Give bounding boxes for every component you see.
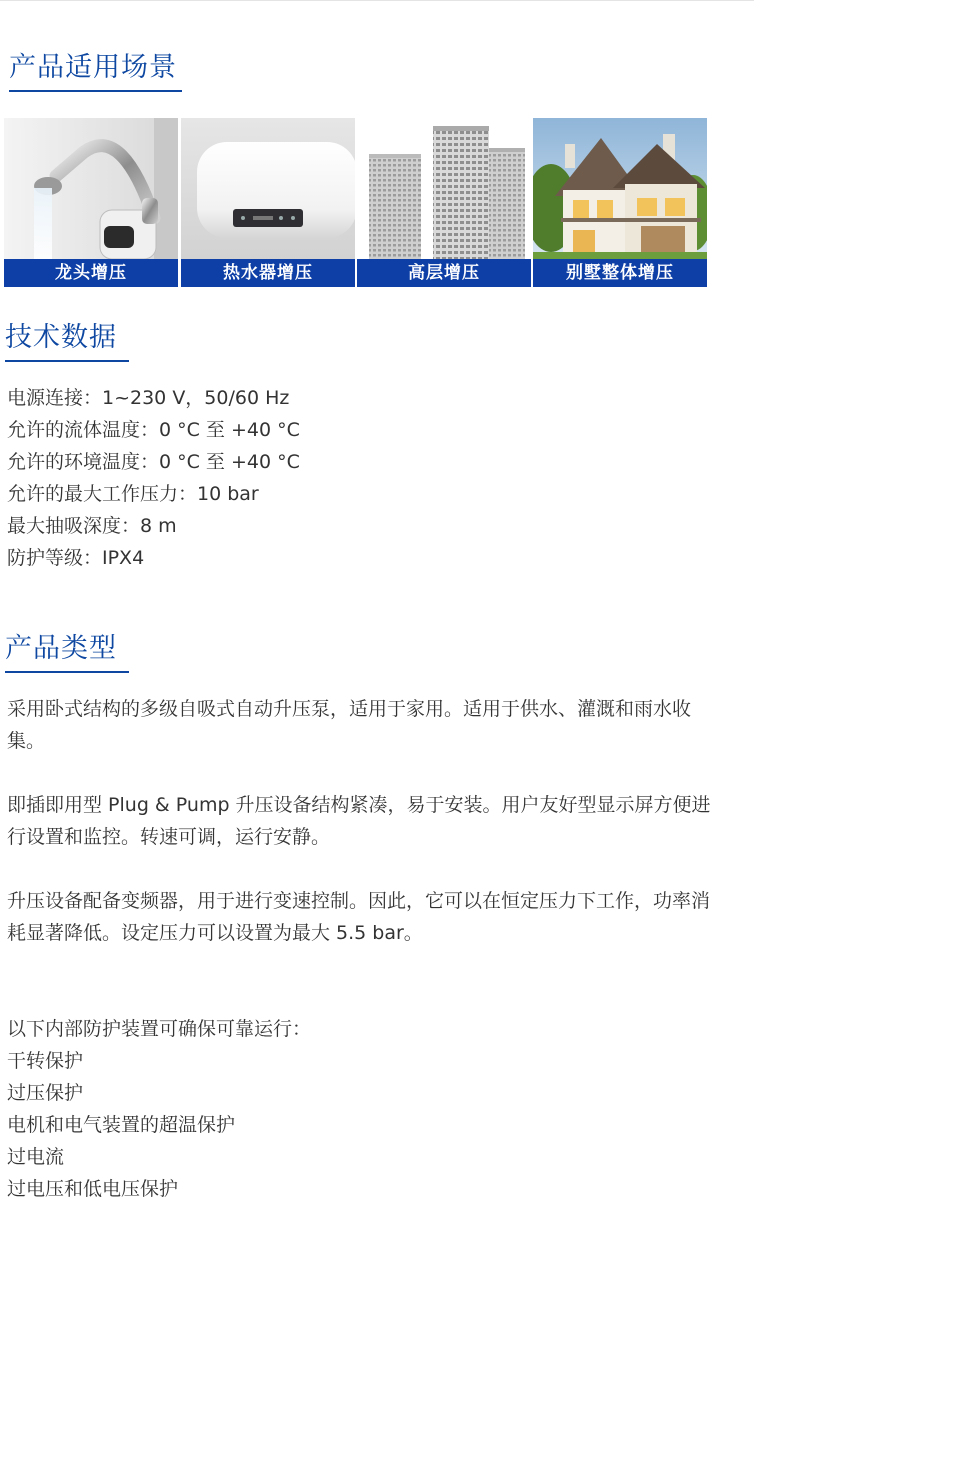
high-rise-photo <box>357 118 531 259</box>
protection-item-voltage: 过电压和低电压保护 <box>7 1178 179 1200</box>
spec-power-supply: 电源连接：1~230 V，50/60 Hz <box>7 387 290 409</box>
protection-item-overpressure: 过压保护 <box>7 1082 84 1104</box>
product-description-inverter: 升压设备配备变频器，用于进行变速控制。因此，它可以在恒定压力下工作，功率消耗显著降低。设定压力可以设置为最大 5.5 bar。 <box>7 890 711 944</box>
protection-intro: 以下内部防护装置可确保可靠运行： <box>7 1018 312 1040</box>
villa-photo <box>533 118 707 259</box>
scenes-title-underline <box>9 90 182 92</box>
scene-label-faucet: 龙头增压 <box>4 259 178 287</box>
spec-protection-class: 防护等级：IPX4 <box>7 547 145 569</box>
protection-item-overtemperature: 电机和电气装置的超温保护 <box>7 1114 236 1136</box>
faucet-photo <box>4 118 178 259</box>
spec-fluid-temperature: 允许的流体温度：0 °C 至 +40 °C <box>7 419 300 441</box>
scene-gallery <box>4 118 708 287</box>
scene-label-high-rise: 高层增压 <box>357 259 531 287</box>
top-divider <box>0 0 754 1</box>
tech-title-underline <box>5 360 129 362</box>
spec-ambient-temperature: 允许的环境温度：0 °C 至 +40 °C <box>7 451 300 473</box>
protection-list <box>7 1013 311 1205</box>
scene-card-villa <box>533 118 707 287</box>
scene-label-water-heater: 热水器增压 <box>181 259 355 287</box>
scene-card-faucet <box>4 118 178 287</box>
product-section-title: 产品类型 <box>5 633 117 664</box>
tech-section-title: 技术数据 <box>5 322 117 353</box>
scene-card-water-heater <box>181 118 355 287</box>
product-description-structure: 采用卧式结构的多级自吸式自动升压泵，适用于家用。适用于供水、灌溉和雨水收集。 <box>7 698 692 752</box>
water-heater-photo <box>181 118 355 259</box>
product-description-plug-pump: 即插即用型 Plug & Pump 升压设备结构紧凑，易于安装。用户友好型显示屏方便进行设置和监控。转速可调，运行安静。 <box>7 794 711 848</box>
tech-spec-list <box>7 382 300 574</box>
protection-item-dry-run: 干转保护 <box>7 1050 84 1072</box>
scene-label-villa: 别墅整体增压 <box>533 259 707 287</box>
product-title-underline <box>5 671 129 673</box>
spec-max-pressure: 允许的最大工作压力：10 bar <box>7 483 259 505</box>
spec-suction-depth: 最大抽吸深度：8 m <box>7 515 177 537</box>
protection-item-overcurrent: 过电流 <box>7 1146 65 1168</box>
scene-card-high-rise <box>357 118 531 287</box>
scenes-section-title: 产品适用场景 <box>9 52 177 83</box>
